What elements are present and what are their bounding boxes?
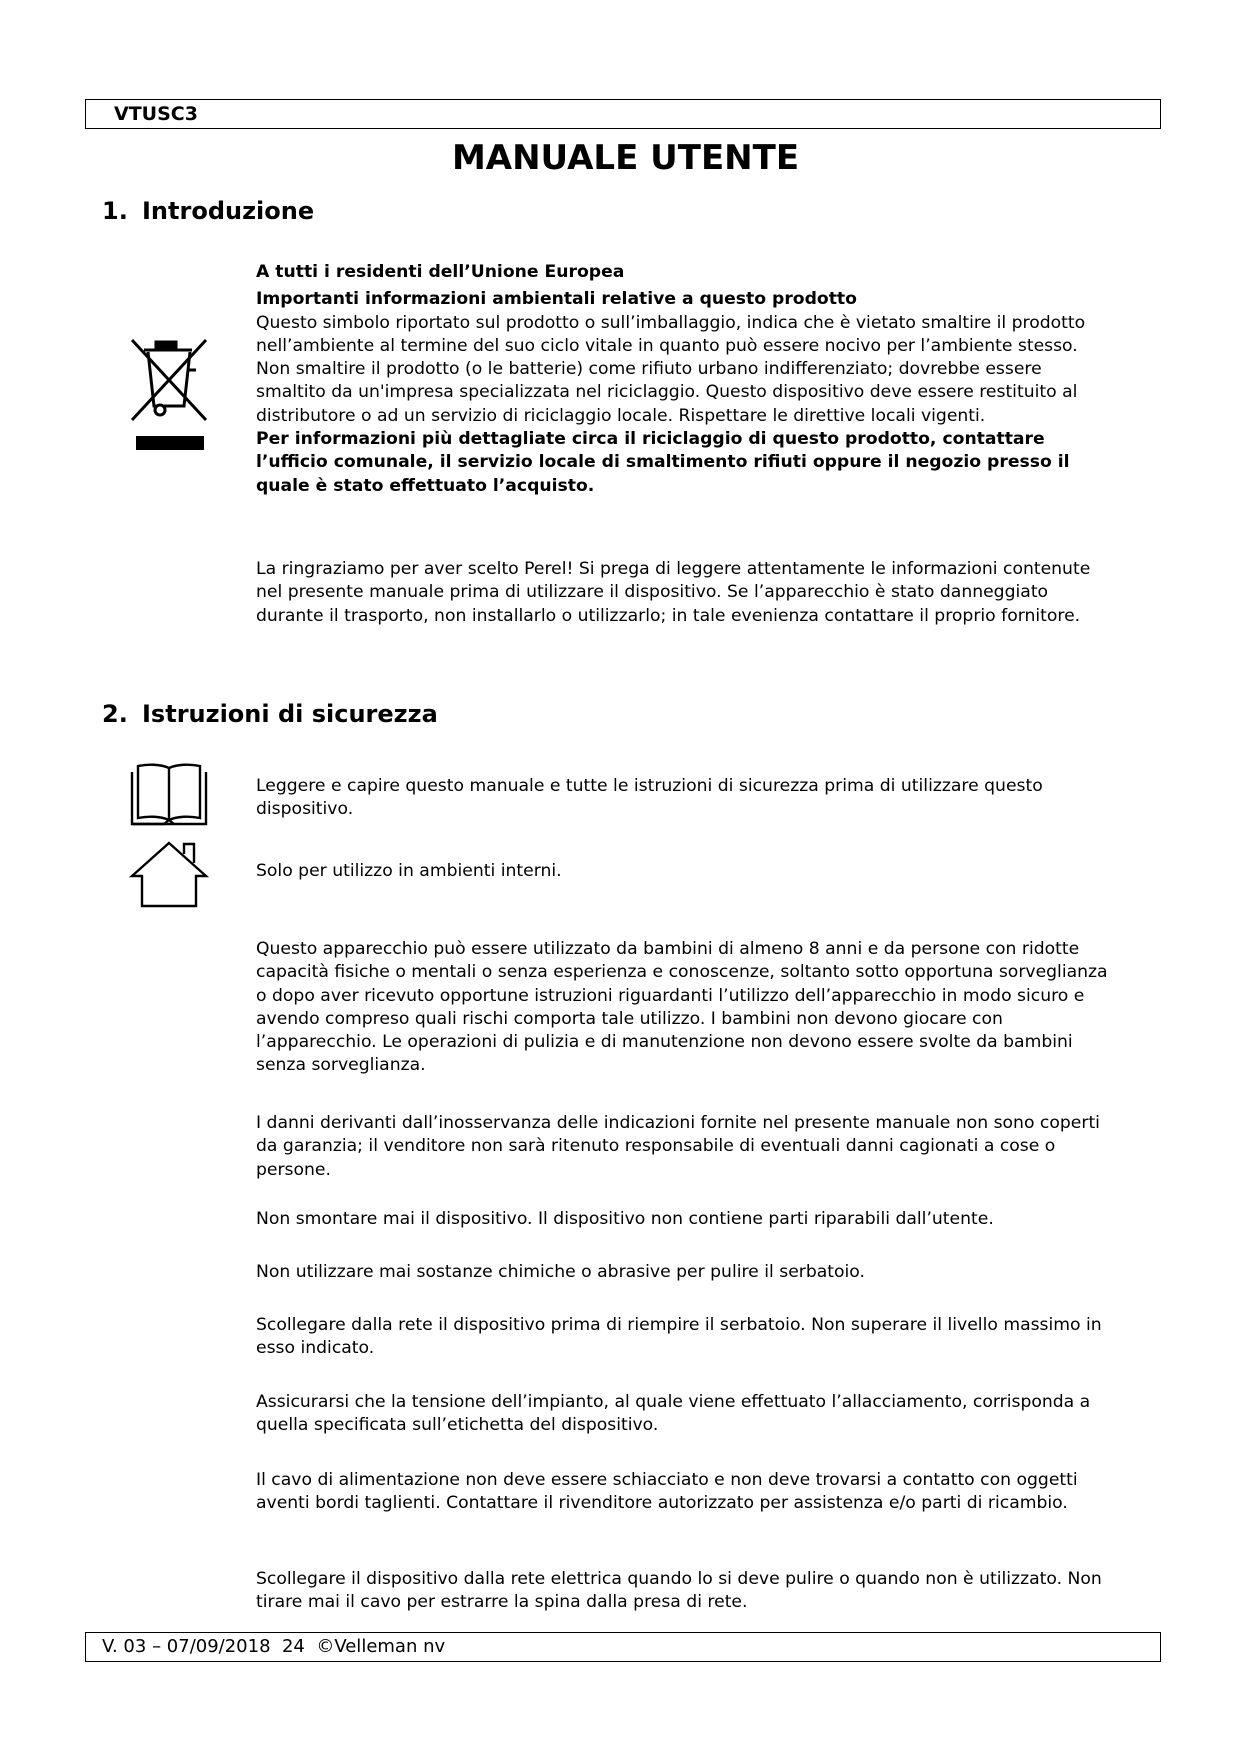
- section-heading-safety: [102, 700, 438, 728]
- model-code: VTUSC3: [114, 103, 198, 125]
- section-heading-introduction: [102, 197, 314, 225]
- safety-paragraph: Non smontare mai il dispositivo. Il dispositivo non contiene parti riparabili dall’utente.: [256, 1209, 994, 1229]
- safety-paragraph: Assicurarsi che la tensione dell’impianto, al quale viene effettuato l’allacciamento, corrisponda a quella specificata sull’etichetta del dispositivo.: [256, 1392, 1091, 1436]
- weee-text: [256, 261, 1116, 498]
- section-number: 2.: [102, 700, 128, 728]
- safety-paragraph: Questo apparecchio può essere utilizzato da bambini di almeno 8 anni e da persone con ridotte capacità fisiche o mentali o senza esperienza e conoscenze, soltanto sotto opportuna sorveglianza o dopo aver ricevuto opportune istruzioni riguardanti l’utilizzo dell’apparecchio in modo sicuro e avendo compreso quali rischi comporta tale utilizzo. I bambini non devono giocare con l’apparecchio. Le operazioni di pulizia e di manutenzione non devono essere svolte da bambini senza sorveglianza.: [256, 939, 1108, 1076]
- footer-box: [85, 1632, 1161, 1662]
- weee-heading-eu: A tutti i residenti dell’Unione Europea: [256, 262, 625, 282]
- section-number: 1.: [102, 197, 128, 225]
- indoor-use-text: Solo per utilizzo in ambienti interni.: [256, 861, 562, 881]
- weee-bold-note: Per informazioni più dettagliate circa il riciclaggio di questo prodotto, contattare l’ufficio comunale, il servizio locale di smaltimento rifiuti oppure il negozio presso il quale è stato effettuato l’acquisto.: [256, 429, 1070, 496]
- safety-paragraph: Il cavo di alimentazione non deve essere schiacciato e non deve trovarsi a contatto con oggetti aventi bordi taglienti. Contattare il rivenditore autorizzato per assistenza e/o parti di ricambio.: [256, 1470, 1078, 1514]
- section-title: Istruzioni di sicurezza: [142, 700, 438, 728]
- version-info: V. 03 – 07/09/2018 24 ©Velleman nv: [102, 1636, 446, 1657]
- thanks-paragraph: La ringraziamo per aver scelto Perel! Si prega di leggere attentamente le informazioni contenute nel presente manuale prima di utilizzare il dispositivo. Se l’apparecchio è stato danneggiato durante il trasporto, non installarlo o utilizzarlo; in tale evenienza contattare il proprio fornitore.: [256, 559, 1091, 626]
- weee-crossed-bin-icon: [128, 336, 210, 458]
- read-manual-text: Leggere e capire questo manuale e tutte le istruzioni di sicurezza prima di utilizzare questo dispositivo.: [256, 776, 1043, 820]
- safety-paragraph: Non utilizzare mai sostanze chimiche o abrasive per pulire il serbatoio.: [256, 1262, 865, 1282]
- safety-paragraph: Scollegare il dispositivo dalla rete elettrica quando lo si deve pulire o quando non è utilizzato. Non tirare mai il cavo per estrarre la spina dalla presa di rete.: [256, 1569, 1102, 1613]
- safety-paragraph: I danni derivanti dall’inosservanza delle indicazioni fornite nel presente manuale non sono coperti da garanzia; il venditore non sarà ritenuto responsabile di eventuali danni cagionati a cose o persone.: [256, 1113, 1100, 1180]
- weee-body: Questo simbolo riportato sul prodotto o sull’imballaggio, indica che è vietato smaltire il prodotto nell’ambiente al termine del suo ciclo vitale in quanto può essere nocivo per l’ambiente stesso. Non smaltire il prodotto (o le batterie) come rifiuto urbano indifferenziato; dovrebbe essere smaltito da un'impresa specializzata nel riciclaggio. Questo dispositivo deve essere restituito al distributore o ad un servizio di riciclaggio locale. Rispettare le direttive locali vigenti.: [256, 312, 1086, 426]
- section-title: Introduzione: [142, 197, 315, 225]
- house-icon: [128, 840, 210, 910]
- page-title: MANUALE UTENTE: [451, 138, 800, 178]
- book-icon: [128, 762, 210, 828]
- weee-heading-environment: Importanti informazioni ambientali relative a questo prodotto: [256, 289, 857, 310]
- header-box: [85, 99, 1161, 129]
- safety-paragraph: Scollegare dalla rete il dispositivo prima di riempire il serbatoio. Non superare il livello massimo in esso indicato.: [256, 1315, 1102, 1359]
